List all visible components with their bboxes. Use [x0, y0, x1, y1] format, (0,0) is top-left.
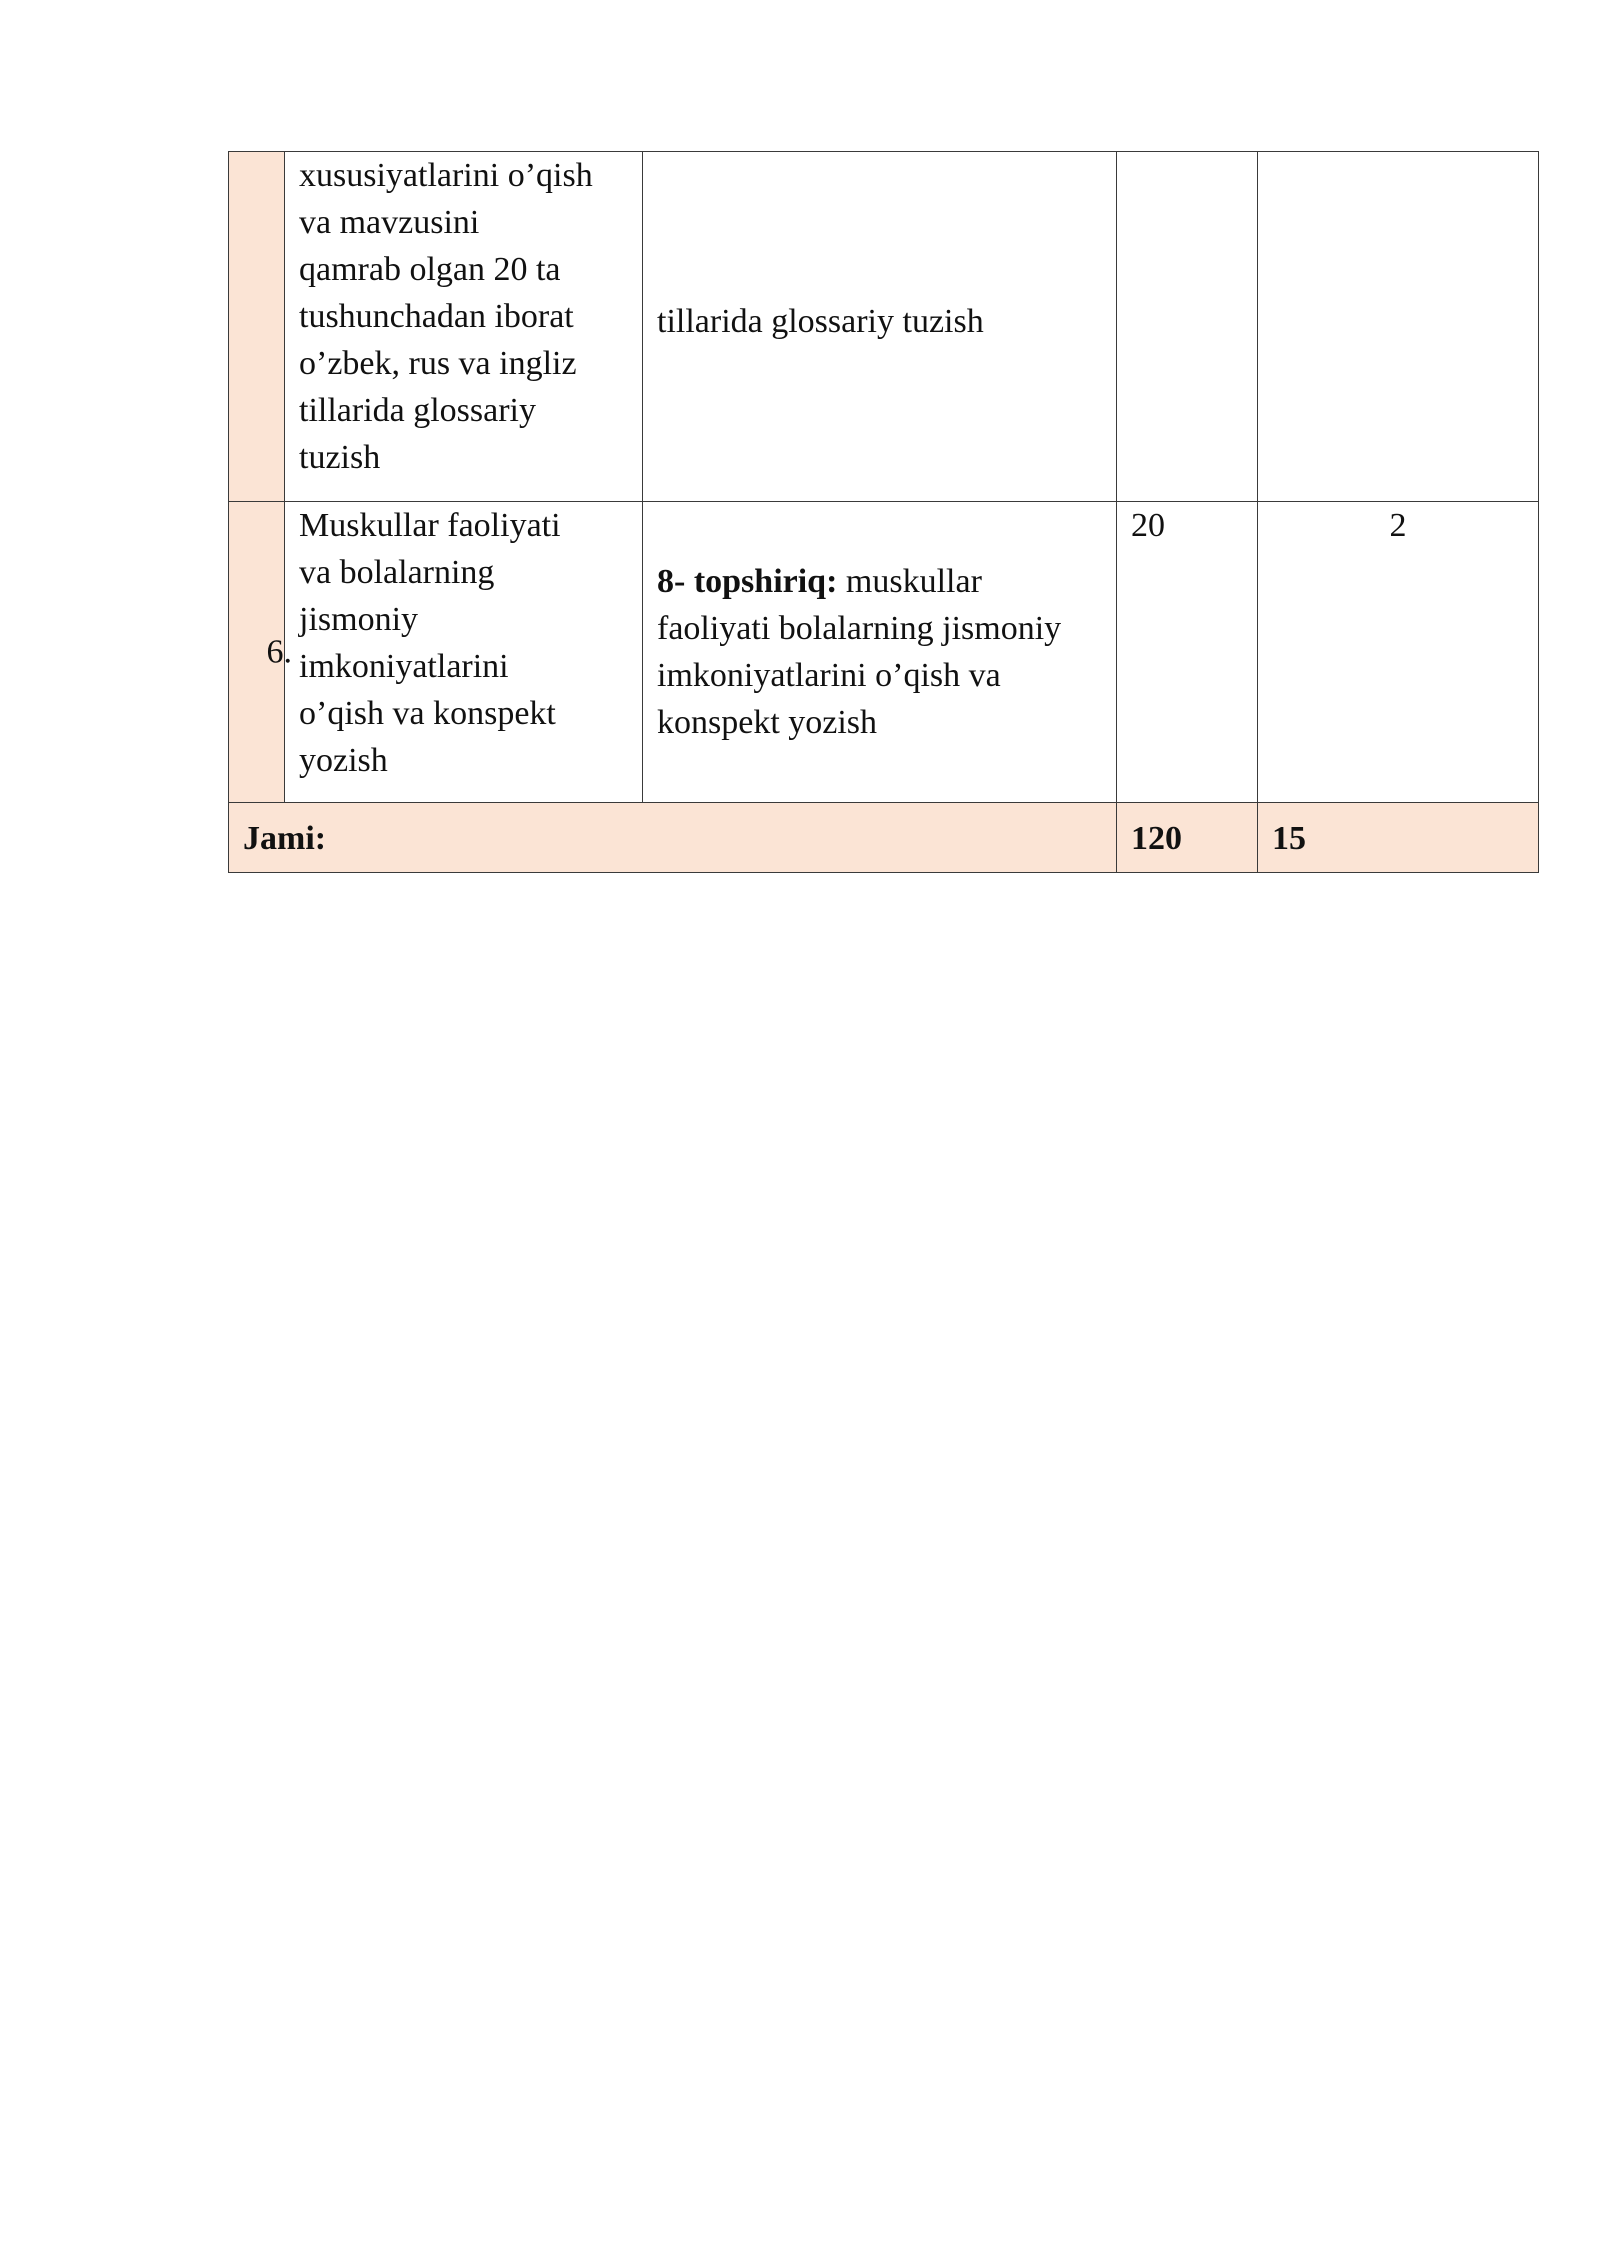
- total-label-cell: [229, 803, 1117, 873]
- topic-line: xususiyatlarini o’qish: [299, 157, 593, 194]
- topic-line: Muskullar faoliyati: [299, 507, 561, 544]
- topic-line: tillarida glossariy: [299, 392, 537, 429]
- score-value: 2: [1389, 507, 1407, 544]
- row-number-cell: [229, 502, 292, 803]
- topic-cell: [285, 502, 643, 803]
- total-row: [229, 803, 1539, 873]
- total-hours: 120: [1131, 820, 1182, 857]
- total-hours-cell: [1117, 803, 1258, 873]
- topic-line: tushunchadan iborat: [299, 298, 574, 335]
- topic-line: yozish: [299, 742, 388, 779]
- topic-cell: [285, 152, 643, 502]
- score-cell: [1258, 502, 1539, 803]
- table-row: [229, 502, 1539, 803]
- topic-line: jismoniy: [299, 601, 419, 638]
- row-number-cell: [229, 152, 285, 502]
- hours-value: 20: [1131, 507, 1165, 544]
- score-cell: [1258, 152, 1539, 502]
- total-label: Jami:: [243, 820, 327, 857]
- task-cell: [643, 152, 1117, 502]
- topic-line: tuzish: [299, 439, 381, 476]
- topic-line: va mavzusini: [299, 204, 480, 241]
- total-score-cell: [1258, 803, 1539, 873]
- task-cell: [643, 502, 1117, 803]
- hours-cell: [1117, 502, 1258, 803]
- total-score: 15: [1272, 820, 1306, 857]
- topic-line: o’qish va konspekt: [299, 695, 556, 732]
- topic-line: va bolalarning: [299, 554, 495, 591]
- assignment-table: [228, 151, 1539, 873]
- task-text: tillarida glossariy tuzish: [657, 303, 984, 340]
- task-text: muskullar faoliyati bolalarning jismoniy imkoniyatlarini o’qish va konspekt yozish: [657, 563, 1062, 741]
- topic-line: o’zbek, rus va ingliz: [299, 345, 577, 382]
- topic-line: qamrab olgan 20 ta: [299, 251, 561, 288]
- row-number: 6.: [266, 633, 292, 671]
- table-row: [229, 152, 1539, 502]
- topic-line: imkoniyatlarini: [299, 648, 509, 685]
- task-label: 8- topshiriq:: [657, 563, 838, 600]
- hours-cell: [1117, 152, 1258, 502]
